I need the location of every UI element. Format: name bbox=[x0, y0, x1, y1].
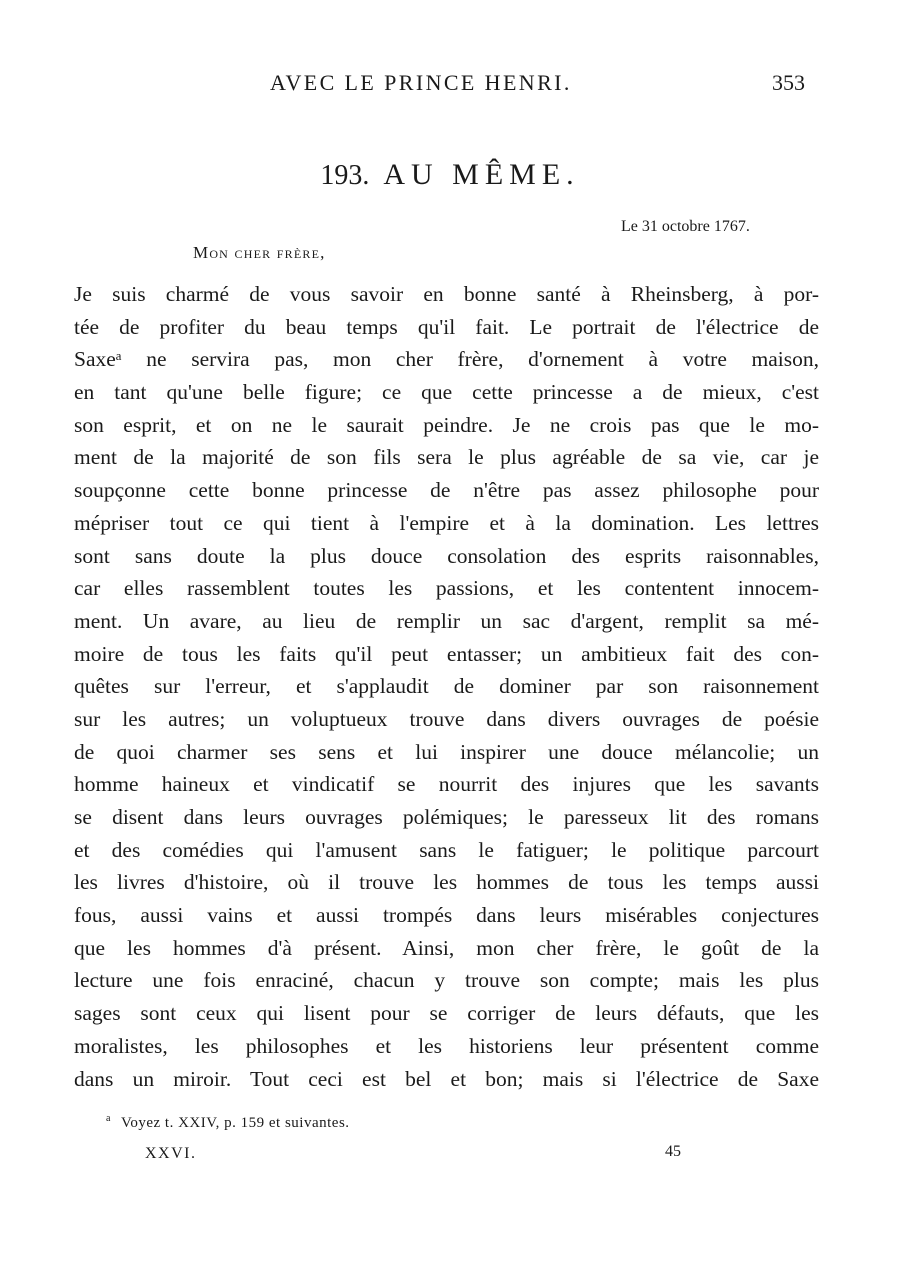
body-line: que les hommes d'à présent. Ainsi, mon cher frère, le goût de la bbox=[74, 935, 819, 960]
letter-title: AU MÊME. bbox=[383, 158, 580, 191]
body-line: et des comédies qui l'amusent sans le fatiguer; le politique parcourt bbox=[74, 837, 819, 862]
salutation: Mon cher frère, bbox=[193, 243, 326, 262]
body-line: moire de tous les faits qu'il peut entasser; un ambitieux fait des con- bbox=[74, 641, 819, 666]
body-line: soupçonne cette bonne princesse de n'être pas assez philosophe pour bbox=[74, 478, 819, 503]
body-line: Je suis charmé de vous savoir en bonne santé à Rheinsberg, à por- bbox=[74, 282, 819, 306]
footnote-mark: a bbox=[106, 1113, 111, 1124]
body-line: quêtes sur l'erreur, et s'applaudit de dominer par son raisonnement bbox=[74, 674, 819, 699]
body-line: les livres d'histoire, où il trouve les hommes de tous les temps aussi bbox=[74, 870, 819, 895]
body-line: de quoi charmer ses sens et lui inspirer une douce mélancolie; un bbox=[74, 739, 819, 764]
page-number: 353 bbox=[772, 70, 805, 95]
body-line: en tant qu'une belle figure; ce que cette princesse a de mieux, c'est bbox=[74, 380, 819, 405]
body-line: tée de profiter du beau temps qu'il fait. Le portrait de l'électrice de bbox=[74, 314, 819, 339]
letter-heading bbox=[0, 158, 900, 192]
body-line: se disent dans leurs ouvrages polémiques; le paresseux lit des romans bbox=[74, 805, 819, 829]
running-head bbox=[0, 70, 900, 102]
body-line: ment. Un avare, au lieu de remplir un sac d'argent, remplit sa mé- bbox=[74, 608, 819, 633]
letter-body bbox=[74, 278, 819, 1095]
body-line: dans un miroir. Tout ceci est bel et bon; mais si l'électrice de Saxe bbox=[74, 1066, 819, 1091]
body-line: sont sans doute la plus douce consolation des esprits raisonnables, bbox=[74, 543, 819, 568]
letter-number: 193. bbox=[320, 160, 370, 191]
signature-number: 45 bbox=[665, 1143, 681, 1160]
body-line: mépriser tout ce qui tient à l'empire et à la domination. Les lettres bbox=[74, 510, 819, 535]
body-line: son esprit, et on ne le saurait peindre. Je ne crois pas que le mo- bbox=[74, 412, 819, 437]
body-line: moralistes, les philosophes et les historiens leur présentent comme bbox=[74, 1033, 819, 1058]
body-line: car elles rassemblent toutes les passions, et les contentent innocem- bbox=[74, 576, 819, 601]
body-line: sur les autres; un voluptueux trouve dans divers ouvrages de poésie bbox=[74, 706, 819, 731]
body-line: Saxeᵃ ne servira pas, mon cher frère, d'ornement à votre maison, bbox=[74, 347, 819, 372]
signature-volume: XXVI. bbox=[145, 1145, 197, 1162]
body-line: homme haineux et vindicatif se nourrit des injures que les savants bbox=[74, 772, 819, 797]
body-line: lecture une fois enraciné, chacun y trouve son compte; mais les plus bbox=[74, 968, 819, 993]
body-line: sages sont ceux qui lisent pour se corriger de leurs défauts, que les bbox=[74, 1001, 819, 1026]
running-title: AVEC LE PRINCE HENRI. bbox=[270, 70, 572, 95]
body-line: fous, aussi vains et aussi trompés dans leurs misérables conjectures bbox=[74, 903, 819, 928]
footnote bbox=[106, 1113, 350, 1132]
dateline: Le 31 octobre 1767. bbox=[621, 218, 750, 235]
body-line: ment de la majorité de son fils sera le plus agréable de sa vie, car je bbox=[74, 445, 819, 470]
footnote-text: Voyez t. XXIV, p. 159 et suivantes. bbox=[120, 1115, 350, 1131]
